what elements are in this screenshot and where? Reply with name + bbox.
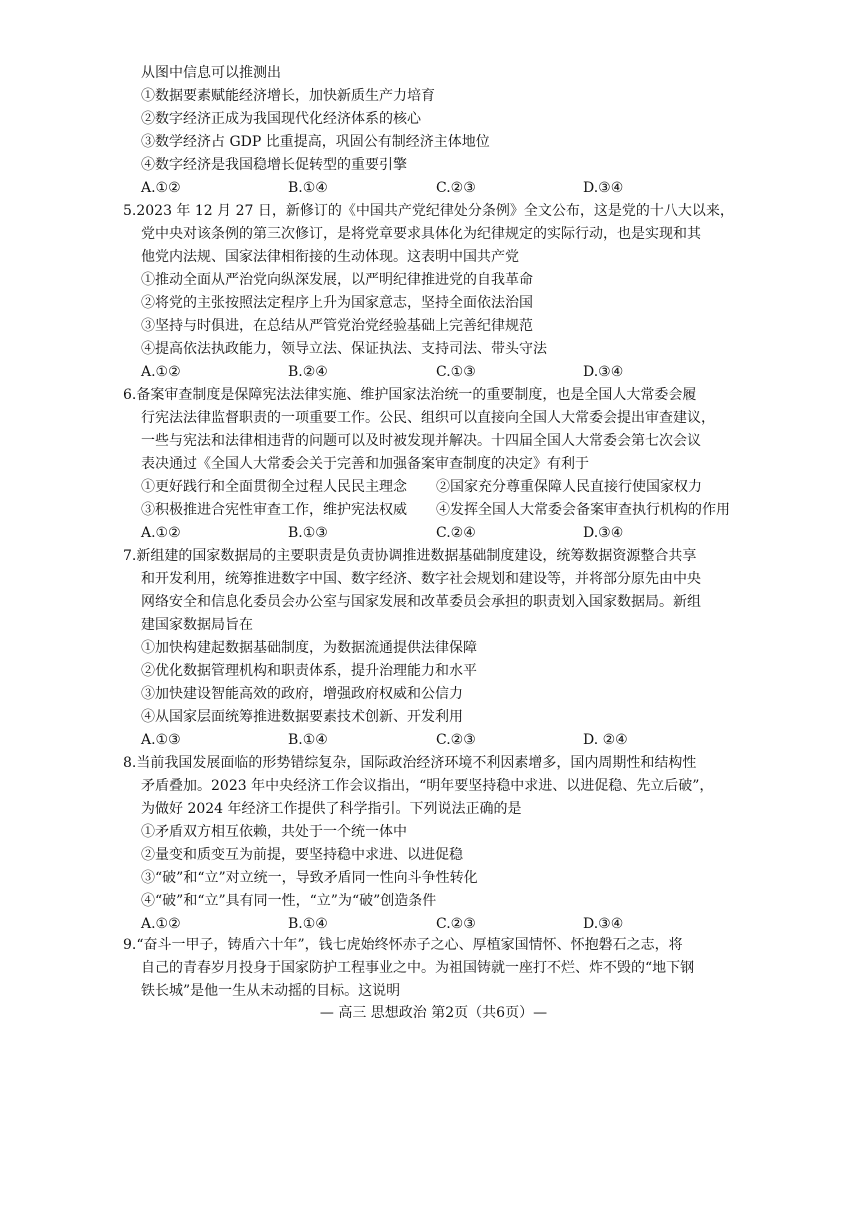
q8-item-3: ③“破”和“立”对立统一，导致矛盾同一性向斗争性转化: [141, 870, 478, 886]
q6-choice-a: A.①②: [141, 525, 181, 541]
q7-stem-line-1: 7.新组建的国家数据局的主要职责是负责协调推进数据基础制度建设，统筹数据资源整合共享: [123, 548, 697, 564]
q8-item-4: ④“破”和“立”具有同一性，“立”为“破”创造条件: [141, 893, 437, 909]
q6-item-4: ④发挥全国人大常委会备案审查执行机构的作用: [436, 502, 730, 518]
q8-item-1: ①矛盾双方相互依赖，共处于一个统一体中: [141, 824, 407, 840]
q5-choice-c: C.①③: [436, 364, 476, 380]
q4-item-2: ②数字经济正成为我国现代化经济体系的核心: [141, 111, 421, 127]
q5-item-3: ③坚持与时俱进，在总结从严管党治党经验基础上完善纪律规范: [141, 318, 533, 334]
q4-item-4: ④数字经济是我国稳增长促转型的重要引擎: [141, 157, 407, 173]
q7-stem-line-2: 和开发利用，统筹推进数字中国、数字经济、数字社会规划和建设等，并将部分原先由中央: [141, 571, 701, 587]
q8-choice-d: D.③④: [583, 916, 624, 932]
q7-stem-line-3: 网络安全和信息化委员会办公室与国家发展和改革委员会承担的职责划入国家数据局。新组: [141, 594, 701, 610]
q6-choice-b: B.①③: [288, 525, 328, 541]
q6-choice-c: C.②④: [436, 525, 476, 541]
q5-item-4: ④提高依法执政能力，领导立法、保证执法、支持司法、带头守法: [141, 341, 547, 357]
page-footer: — 高三 思想政治 第2页（共6页）—: [319, 1005, 548, 1021]
q7-item-2: ②优化数据管理机构和职责体系，提升治理能力和水平: [141, 663, 477, 679]
q9-stem-line-2: 自己的青春岁月投身于国家防护工程事业之中。为祖国铸就一座打不烂、炸不毁的“地下钢: [141, 960, 695, 976]
q4-choice-c: C.②③: [436, 180, 476, 196]
q7-item-3: ③加快建设智能高效的政府，增强政府权威和公信力: [141, 686, 463, 702]
q7-choice-d: D. ②④: [583, 732, 628, 748]
q5-stem-line-3: 他党内法规、国家法律相衔接的生动体现。这表明中国共产党: [141, 249, 519, 265]
q6-stem-line-2: 行宪法法律监督职责的一项重要工作。公民、组织可以直接向全国人大常委会提出审查建议，: [141, 410, 715, 426]
q4-item-1: ①数据要素赋能经济增长，加快新质生产力培育: [141, 88, 435, 104]
q6-item-3: ③积极推进合宪性审查工作，维护宪法权威: [141, 502, 407, 518]
q7-choice-b: B.①④: [288, 732, 328, 748]
q6-stem-line-3: 一些与宪法和法律相违背的问题可以及时被发现并解决。十四届全国人大常委会第七次会议: [141, 433, 701, 449]
q9-stem-line-1: 9.“奋斗一甲子，铸盾六十年”，钱七虎始终怀赤子之心、厚植家国情怀、怀抱磐石之志，将: [123, 937, 683, 953]
q8-choice-a: A.①②: [141, 916, 181, 932]
q8-stem-line-1: 8.当前我国发展面临的形势错综复杂，国际政治经济环境不利因素增多，国内周期性和结构性: [123, 755, 697, 771]
q7-item-1: ①加快构建起数据基础制度，为数据流通提供法律保障: [141, 640, 477, 656]
q6-item-1: ①更好践行和全面贯彻全过程人民民主理念: [141, 479, 407, 495]
q4-item-3: ③数学经济占 GDP 比重提高，巩固公有制经济主体地位: [141, 134, 490, 150]
q8-stem-line-2: 矛盾叠加。2023 年中央经济工作会议指出，“明年要坚持稳中求进、以进促稳、先立后破”，: [141, 778, 714, 794]
q5-choice-a: A.①②: [141, 364, 181, 380]
q6-stem-line-4: 表决通过《全国人大常委会关于完善和加强备案审查制度的决定》有利于: [141, 456, 589, 472]
q5-stem-line-1: 5.2023 年 12 月 27 日，新修订的《中国共产党纪律处分条例》全文公布，这是党的十八大以来，: [123, 203, 734, 219]
q4-choice-b: B.①④: [288, 180, 328, 196]
q4-stem-tail: 从图中信息可以推测出: [141, 65, 281, 81]
q5-choice-b: B.②④: [288, 364, 328, 380]
q4-choice-d: D.③④: [583, 180, 624, 196]
q7-choice-a: A.①③: [141, 732, 181, 748]
q5-item-2: ②将党的主张按照法定程序上升为国家意志，坚持全面依法治国: [141, 295, 533, 311]
q4-choice-a: A.①②: [141, 180, 181, 196]
q5-item-1: ①推动全面从严治党向纵深发展，以严明纪律推进党的自我革命: [141, 272, 533, 288]
q6-choice-d: D.③④: [583, 525, 624, 541]
q5-choice-d: D.③④: [583, 364, 624, 380]
q5-stem-line-2: 党中央对该条例的第三次修订，是将党章要求具体化为纪律规定的实际行动，也是实现和其: [141, 226, 701, 242]
q7-stem-line-4: 建国家数据局旨在: [141, 617, 253, 633]
q8-item-2: ②量变和质变互为前提，要坚持稳中求进、以进促稳: [141, 847, 463, 863]
q8-stem-line-3: 为做好 2024 年经济工作提供了科学指引。下列说法正确的是: [141, 801, 522, 817]
q8-choice-c: C.②③: [436, 916, 476, 932]
q7-item-4: ④从国家层面统筹推进数据要素技术创新、开发利用: [141, 709, 463, 725]
q6-stem-line-1: 6.备案审查制度是保障宪法法律实施、维护国家法治统一的重要制度，也是全国人大常委会履: [123, 387, 697, 403]
q9-stem-line-3: 铁长城”是他一生从未动摇的目标。这说明: [141, 983, 401, 999]
q7-choice-c: C.②③: [436, 732, 476, 748]
q6-item-2: ②国家充分尊重保障人民直接行使国家权力: [436, 479, 702, 495]
q8-choice-b: B.①④: [288, 916, 328, 932]
